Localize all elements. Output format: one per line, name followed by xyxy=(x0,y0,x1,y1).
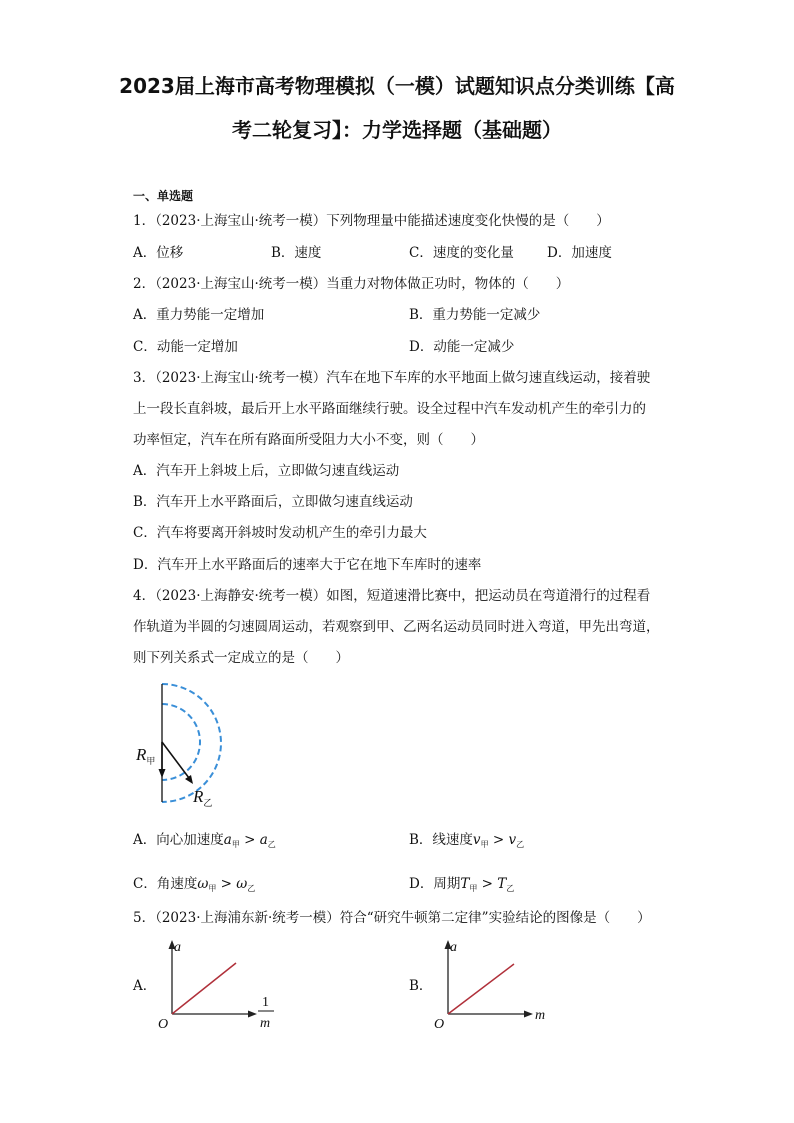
label-r-yi: $R_乙$ xyxy=(193,787,213,808)
q5-graph-a[interactable] xyxy=(150,935,285,1035)
q4-figure-track-diagram xyxy=(125,678,235,810)
q5-option-b-label[interactable]: B． xyxy=(409,978,433,994)
graph-a-origin-label: O xyxy=(158,1017,169,1032)
q2-stem: 2．（2023·上海宝山·统考一模）当重力对物体做正功时，物体的（ ） xyxy=(133,276,570,292)
radius-yi-arrowhead xyxy=(185,775,193,784)
q4-c-right-subscript: 乙 xyxy=(247,884,256,893)
q4-stem-line3: 则下列关系式一定成立的是（ ） xyxy=(133,650,349,666)
q5-graph-b[interactable] xyxy=(426,935,561,1035)
q4-d-right-symbol: T xyxy=(497,876,507,892)
q4-b-operator: > xyxy=(488,832,509,848)
graph-b-y-label: a xyxy=(450,940,457,955)
q4-b-left-symbol: v xyxy=(472,832,481,848)
q4-c-left-symbol: ω xyxy=(197,876,209,892)
graph-a-x-numerator: 1 xyxy=(262,995,269,1010)
q4-b-right-symbol: v xyxy=(508,832,517,848)
outer-track-arc xyxy=(162,684,221,802)
q2-option-c[interactable]: C．动能一定增加 xyxy=(133,339,238,355)
q4-d-text: D．周期 xyxy=(409,876,461,892)
q3-option-c[interactable]: C．汽车将要离开斜坡时发动机产生的牵引力最大 xyxy=(133,525,427,541)
doc-title-line2: 考二轮复习】：力学选择题（基础题） xyxy=(232,118,562,142)
graph-a-x-denominator: m xyxy=(260,1016,271,1031)
q3-option-b[interactable]: B．汽车开上水平路面后，立即做匀速直线运动 xyxy=(133,494,413,510)
q5-stem: 5．（2023·上海浦东新·统考一模）符合“研究牛顿第二定律”实验结论的图像是（ ） xyxy=(133,910,651,926)
q4-option-a[interactable] xyxy=(133,831,276,854)
q4-option-c[interactable] xyxy=(133,875,255,898)
radius-jia-arrowhead xyxy=(159,769,166,778)
graph-b-origin-label: O xyxy=(434,1017,445,1032)
q4-b-right-subscript: 乙 xyxy=(516,840,525,849)
q4-d-left-subscript: 甲 xyxy=(469,884,478,893)
q4-d-operator: > xyxy=(477,876,498,892)
q4-c-left-subscript: 甲 xyxy=(208,884,217,893)
q4-b-left-subscript: 甲 xyxy=(480,840,489,849)
q2-option-d[interactable]: D．动能一定减少 xyxy=(409,339,515,355)
q1-stem: 1．（2023·上海宝山·统考一模）下列物理量中能描述速度变化快慢的是（ ） xyxy=(133,213,610,229)
q4-stem-line1: 4．（2023·上海静安·统考一模）如图，短道速滑比赛中，把运动员在弯道滑行的过程看 xyxy=(133,588,651,604)
label-r-jia: $R_甲$ xyxy=(136,745,156,766)
q4-option-d[interactable] xyxy=(409,875,514,898)
q4-a-operator: > xyxy=(239,832,260,848)
graph-a-x-arrowhead xyxy=(248,1011,257,1018)
q4-c-operator: > xyxy=(216,876,237,892)
q3-stem-line1: 3．（2023·上海宝山·统考一模）汽车在地下车库的水平地面上做匀速直线运动，接着驶 xyxy=(133,370,651,386)
graph-a-data-line xyxy=(172,963,236,1014)
q3-option-a[interactable]: A．汽车开上斜坡上后，立即做匀速直线运动 xyxy=(133,463,400,479)
q4-a-right-symbol: a xyxy=(259,832,268,848)
radius-yi-line xyxy=(162,742,189,778)
q1-option-a[interactable]: A．位移 xyxy=(133,245,184,261)
q4-b-text: B．线速度 xyxy=(409,832,473,848)
graph-a-y-label: a xyxy=(174,940,181,955)
q1-option-d[interactable]: D．加速度 xyxy=(547,245,612,261)
q4-d-right-subscript: 乙 xyxy=(506,884,515,893)
q4-a-left-subscript: 甲 xyxy=(231,840,240,849)
graph-b-x-arrowhead xyxy=(524,1011,533,1018)
doc-title-line1: 2023届上海市高考物理模拟（一模）试题知识点分类训练【高 xyxy=(119,74,675,98)
q2-option-a[interactable]: A．重力势能一定增加 xyxy=(133,307,265,323)
q5-option-a-label[interactable]: A． xyxy=(133,978,157,994)
q4-option-b[interactable] xyxy=(409,831,524,854)
q4-stem-line2: 作轨道为半圆的匀速圆周运动，若观察到甲、乙两名运动员同时进入弯道，甲先出弯道， xyxy=(133,619,660,635)
q4-d-left-symbol: T xyxy=(460,876,470,892)
q3-stem-line2: 上一段长直斜坡，最后开上水平路面继续行驶。设全过程中汽车发动机产生的牵引力的 xyxy=(133,401,646,417)
section-heading: 一、单选题 xyxy=(133,189,194,203)
q1-option-c[interactable]: C．速度的变化量 xyxy=(409,245,514,261)
graph-b-x-label: m xyxy=(535,1008,546,1023)
q4-a-text: A．向心加速度 xyxy=(133,832,224,848)
q3-stem-line3: 功率恒定，汽车在所有路面所受阻力大小不变，则（ ） xyxy=(133,432,484,448)
q2-option-b[interactable]: B．重力势能一定减少 xyxy=(409,307,541,323)
q1-option-b[interactable]: B．速度 xyxy=(271,245,322,261)
q4-a-left-symbol: a xyxy=(223,832,232,848)
q4-a-right-subscript: 乙 xyxy=(267,840,276,849)
q3-option-d[interactable]: D．汽车开上水平路面后的速率大于它在地下车库时的速率 xyxy=(133,557,482,573)
q4-c-right-symbol: ω xyxy=(236,876,248,892)
q4-c-text: C．角速度 xyxy=(133,876,198,892)
graph-b-data-line xyxy=(448,964,514,1014)
